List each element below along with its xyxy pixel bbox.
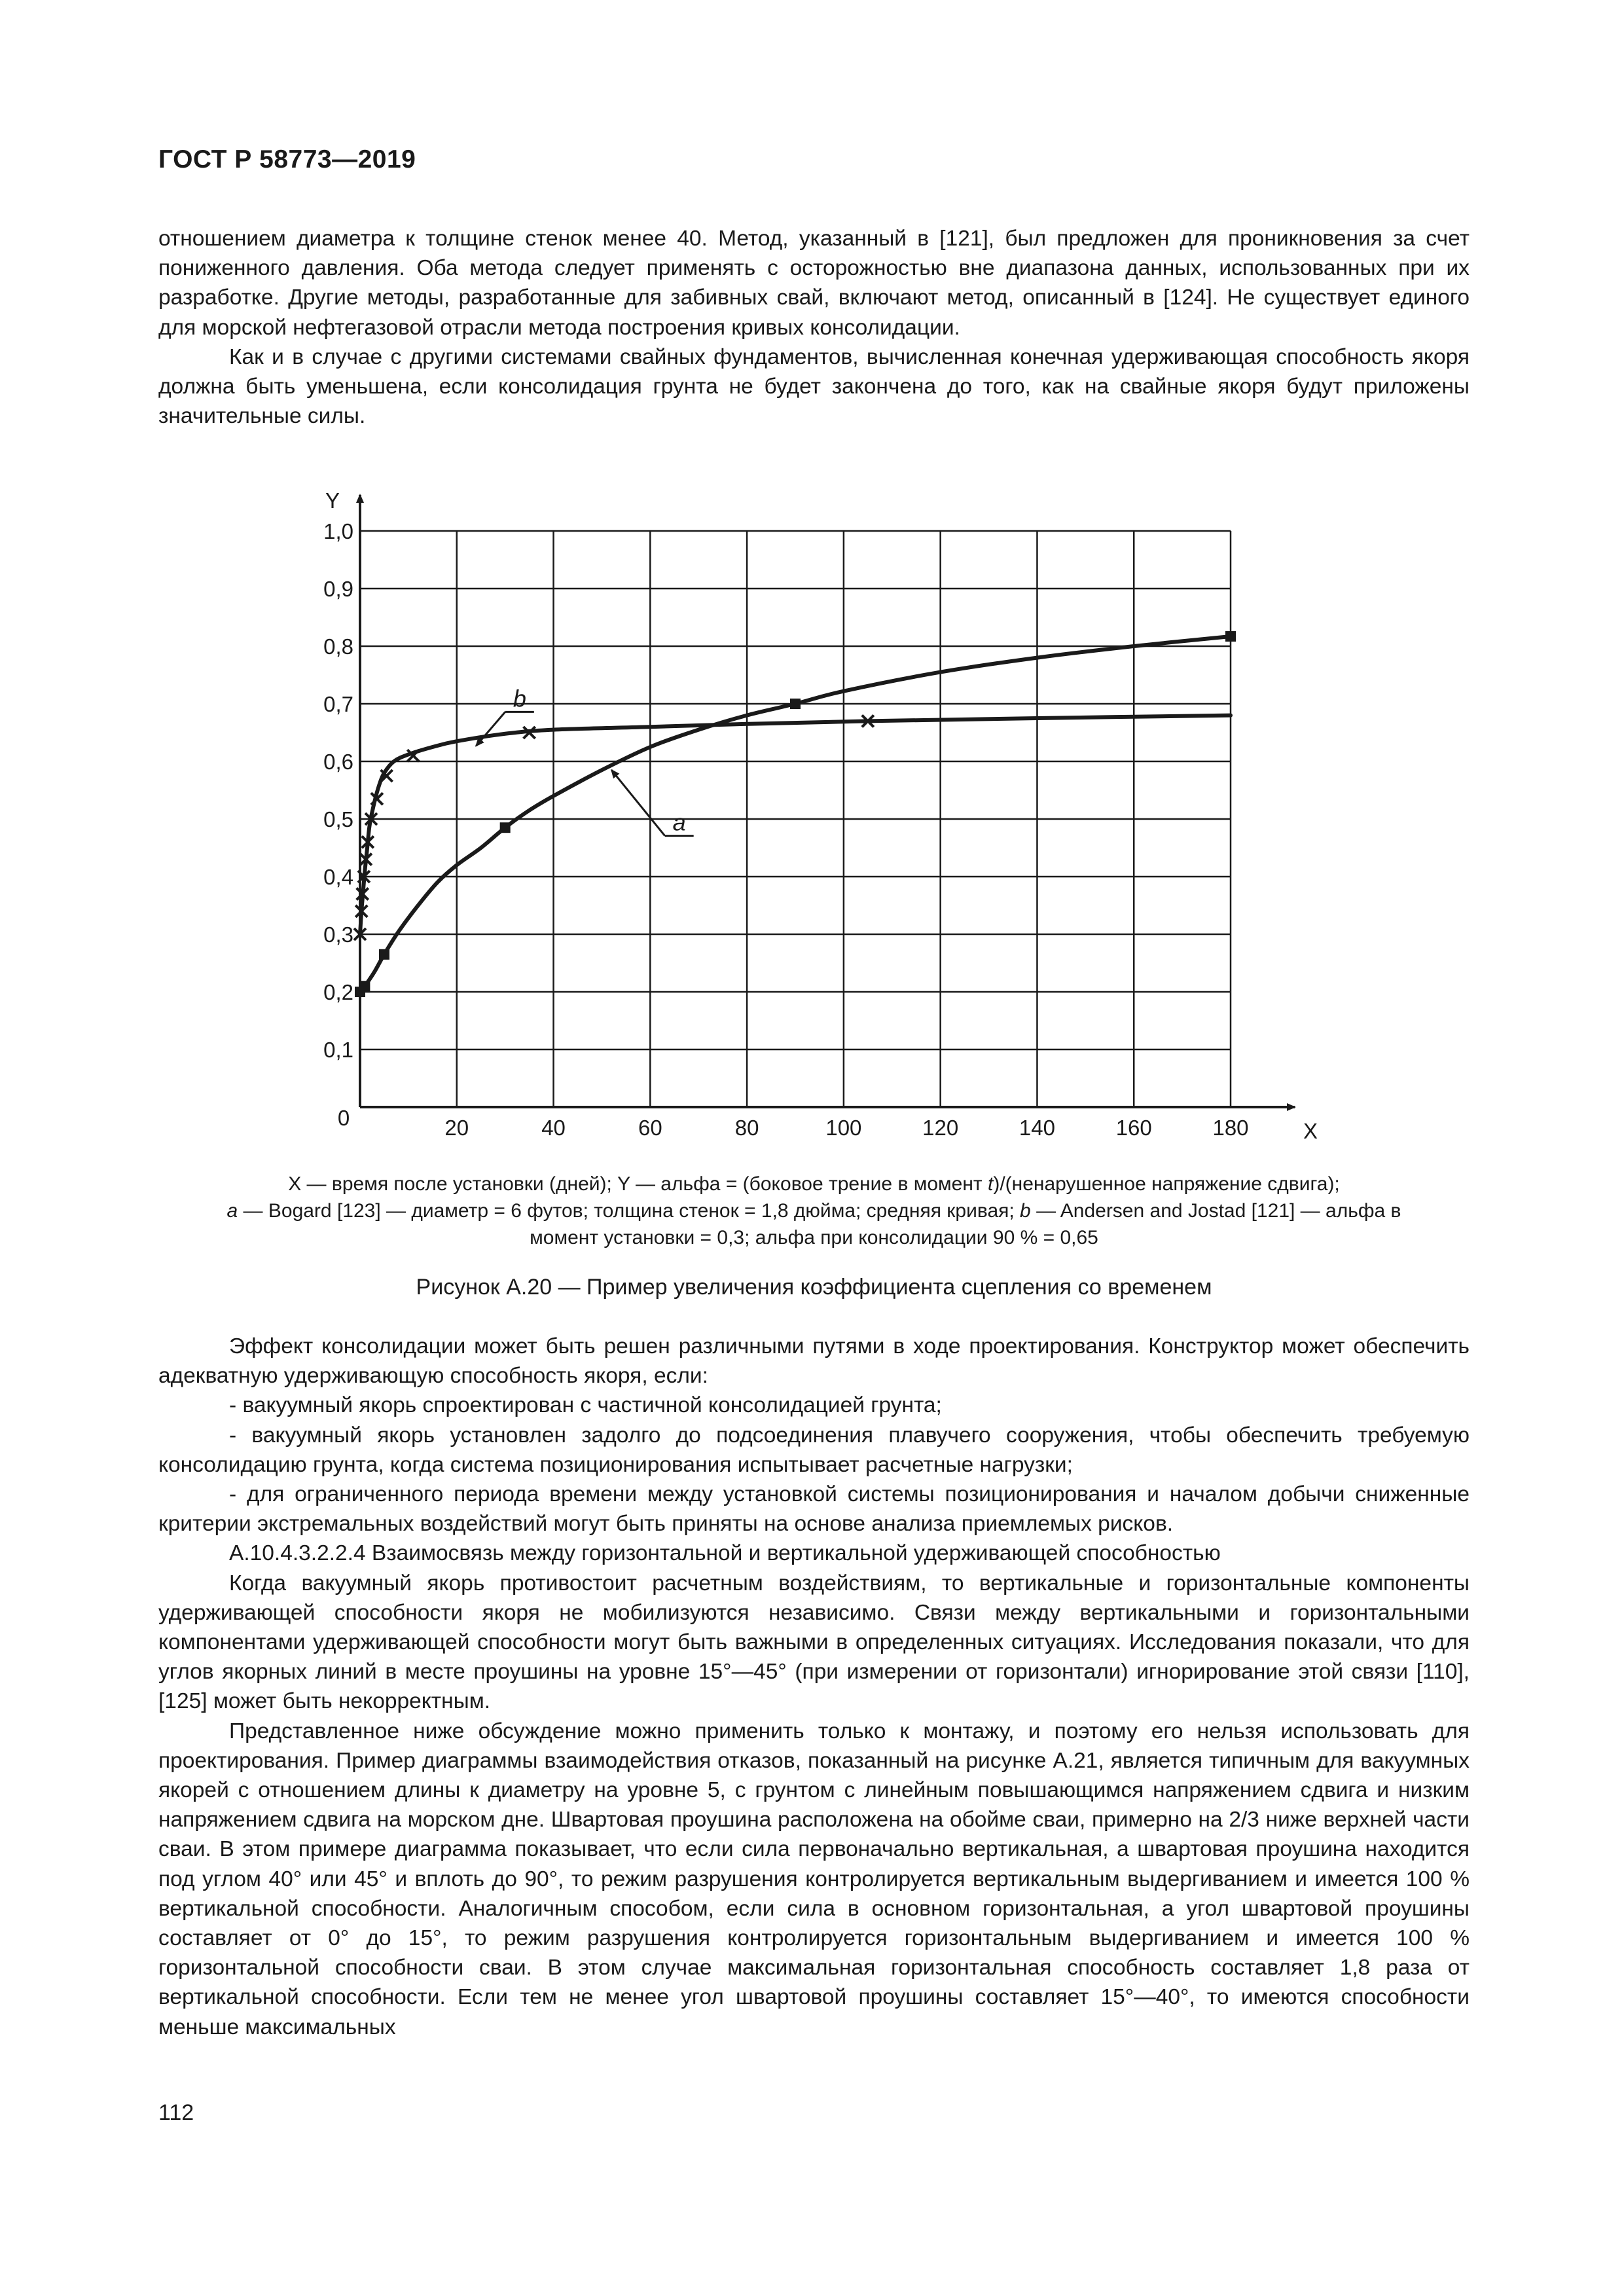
series-a-line [360, 636, 1231, 992]
data-point-square [379, 949, 389, 960]
paragraph: А.10.4.3.2.2.4 Взаимосвязь между горизонтальной и вертикальной удерживающей способностью [229, 1541, 1221, 1566]
series-b-line [360, 716, 1231, 934]
y-tick-label: 0,6 [323, 750, 353, 774]
x-tick-label: 100 [825, 1116, 862, 1140]
legend-line-3: момент установки = 0,3; альфа при консолидации 90 % = 0,65 [530, 1227, 1098, 1248]
page-number: 112 [158, 2100, 194, 2125]
y-tick-label: 0,8 [323, 634, 353, 659]
y-tick-label: 0,1 [323, 1038, 353, 1062]
chart-tick-labels [323, 488, 1318, 1143]
x-tick-label: 80 [734, 1116, 759, 1140]
chart-series [354, 631, 1236, 997]
figure-title: Рисунок А.20 — Пример увеличения коэффициента сцепления со временем [416, 1275, 1212, 1300]
consolidation-chart [288, 470, 1348, 1151]
data-point-square [790, 699, 801, 709]
series-a-label: a [672, 809, 686, 836]
paragraph: - для ограниченного периода времени между установкой системы позиционирования и началом добычи сниженные критерии экстремальных воздействий могут быть приняты на основе анализа приемлемых рисков. [158, 1482, 1470, 1537]
figure-legend [158, 1171, 1470, 1251]
origin-label: 0 [337, 1106, 350, 1130]
chart-axes [360, 495, 1295, 1107]
data-point-square [500, 822, 511, 833]
body-text-bottom [158, 1332, 1470, 2042]
paragraph: Как и в случае с другими системами свайных фундаментов, вычисленная конечная удерживающая способность якоря должна быть уменьшена, если консолидация грунта не будет закончена до того, как на свайные якоря будут приложены значительные силы. [158, 344, 1470, 429]
y-tick-label: 1,0 [323, 519, 353, 543]
series-b-label: b [513, 685, 526, 712]
series-b [354, 685, 1231, 940]
legend-line-2: a — Bogard [123] — диаметр = 6 футов; толщина стенок = 1,8 дюйма; средняя кривая; b — Andersen and Jostad [121] — альфа в [226, 1200, 1401, 1222]
y-tick-label: 0,7 [323, 692, 353, 716]
x-tick-label: 60 [638, 1116, 662, 1140]
label-leader-arrow [611, 770, 664, 835]
paragraph: - вакуумный якорь спроектирован с частичной консолидацией грунта; [229, 1393, 942, 1418]
y-tick-label: 0,2 [323, 980, 353, 1004]
x-axis-label: X [1303, 1119, 1318, 1143]
chart-grid [360, 531, 1231, 1107]
paragraph: отношением диаметра к толщине стенок менее 40. Метод, указанный в [121], был предложен для проникновения за счет пониженного давления. Оба метода следует применять с осторожностью вне диапазона данных, использованных при их разработке. Другие методы, разработанные для забивных свай, включают метод, описанный в [124]. Не существует единого для морской нефтегазовой отрасли метода построения кривых консолидации. [158, 227, 1470, 340]
paragraph: - вакуумный якорь установлен задолго до подсоединения плавучего сооружения, чтобы обеспечить требуемую консолидацию грунта, когда система позиционирования испытывает расчетные нагрузки; [158, 1423, 1470, 1477]
x-tick-label: 160 [1115, 1116, 1152, 1140]
y-tick-label: 0,9 [323, 577, 353, 601]
paragraph: Эффект консолидации может быть решен различными путями в ходе проектирования. Конструктор может обеспечить адекватную удерживающую способность якоря, если: [158, 1334, 1470, 1389]
y-tick-label: 0,3 [323, 922, 353, 947]
legend-line-1: X — время после установки (дней); Y — альфа = (боковое трение в момент t)/(ненарушенное напряжение сдвига); [288, 1173, 1340, 1195]
x-tick-label: 140 [1019, 1116, 1055, 1140]
y-axis-label: Y [325, 488, 340, 513]
paragraph: Представленное ниже обсуждение можно применить только к монтажу, и поэтому его нельзя использовать для проектирования. Пример диаграммы взаимодействия отказов, показанный на рисунке А.21, является типичным для вакуумных якорей с отношением длины к диаметру на уровне 5, с грунтом с линейным повышающимся напряжением сдвига и низким напряжением сдвига на морском дне. Швартовая проушина расположена на обойме сваи, примерно на 2/3 ниже верхней части сваи. В этом примере диаграмма показывает, что если сила первоначально вертикальная, а швартовая проушина находится под углом 40° или 45° и вплоть до 90°, то режим разрушения контролируется вертикальным выдергиванием и имеется 100 % вертикальной способности. Аналогичным способом, если сила в основном горизонтальная, а угол швартовой проушины составляет от 0° до 15°, то режим разрушения контролируется горизонтальным выдергиванием и имеется 100 % горизонтальной способности сваи. В этом случае максимальная горизонтальная способность составляет 1,8 раза от вертикальной способности. Если тем не менее угол швартовой проушины составляет 15°—40°, то имеются способности меньше максимальных [158, 1719, 1470, 2039]
document-header: ГОСТ Р 58773—2019 [158, 145, 416, 173]
y-tick-label: 0,4 [323, 865, 353, 889]
label-leader-arrow [476, 712, 505, 746]
x-tick-label: 120 [922, 1116, 959, 1140]
y-tick-label: 0,5 [323, 807, 353, 831]
x-tick-label: 20 [444, 1116, 469, 1140]
x-tick-label: 180 [1212, 1116, 1249, 1140]
paragraph: Когда вакуумный якорь противостоит расчетным воздействиям, то вертикальные и горизонтальные компоненты удерживающей способности якоря не мобилизуются независимо. Связи между вертикальными и горизонтальными компонентами удерживающей способности могут быть важными в определенных ситуациях. Исследования показали, что для углов якорных линий в месте проушины на уровне 15°—45° (при измерении от горизонтали) игнорирование этой связи [110], [125] может быть некорректным. [158, 1571, 1470, 1714]
chart-canvas [288, 470, 1348, 1151]
data-point-square [359, 981, 370, 991]
x-tick-label: 40 [541, 1116, 566, 1140]
body-text-top [158, 224, 1470, 431]
series-a [355, 631, 1236, 997]
data-point-square [1225, 631, 1236, 642]
